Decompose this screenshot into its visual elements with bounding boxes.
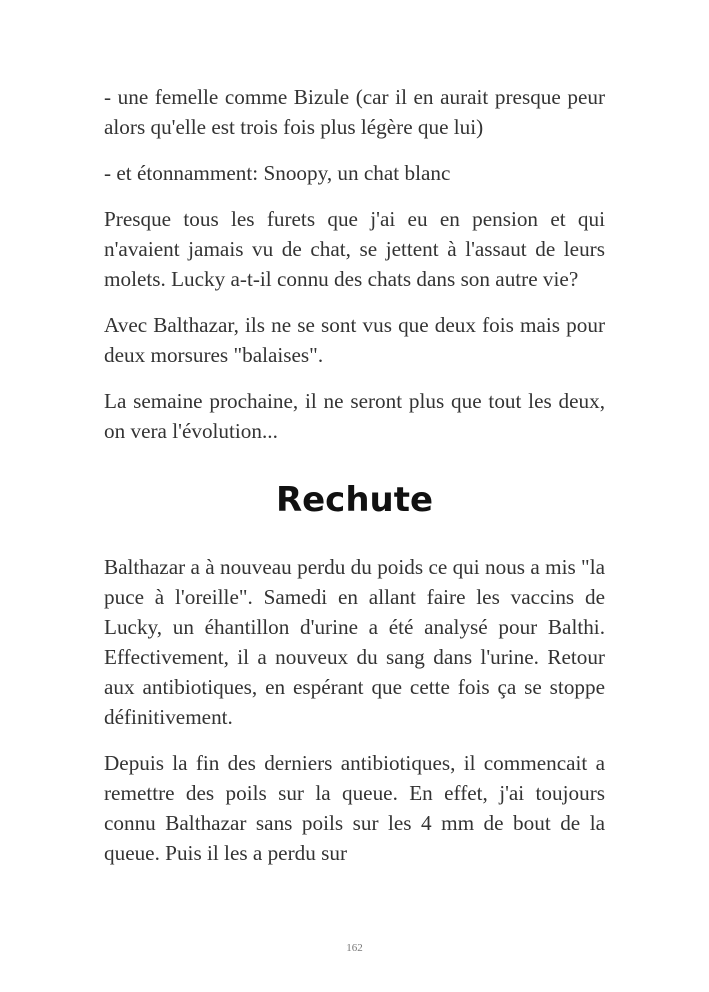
paragraph: - et étonnamment: Snoopy, un chat blanc [104, 161, 451, 185]
page-content [104, 82, 605, 884]
paragraph: Avec Balthazar, ils ne se sont vus que deux fois mais pour deux morsures "balaises". [104, 313, 605, 367]
paragraph: Balthazar a à nouveau perdu du poids ce qui nous a mis "la puce à l'oreille". Samedi en allant faire les vaccins de Lucky, un éhantillon d'urine a été analysé pour Balthi. Effectivement, il a nouveux du sang dans l'urine. Retour aux antibiotiques, en espérant que cette fois ça se stoppe définitivement. [104, 555, 605, 729]
section-heading: Rechute [275, 480, 434, 520]
paragraph: Depuis la fin des derniers antibiotiques, il commencait a remettre des poils sur la queue. En effet, j'ai toujours connu Balthazar sans poils sur les 4 mm de bout de la queue. Puis il les a perdu sur [104, 751, 605, 865]
paragraph: La semaine prochaine, il ne seront plus que tout les deux, on vera l'évolution... [104, 389, 605, 443]
paragraph: Presque tous les furets que j'ai eu en pension et qui n'avaient jamais vu de chat, se jettent à l'assaut de leurs molets. Lucky a-t-il connu des chats dans son autre vie? [104, 207, 605, 291]
page-number: 162 [346, 942, 363, 954]
paragraph: - une femelle comme Bizule (car il en aurait presque peur alors qu'elle est trois fois plus légère que lui) [104, 85, 605, 139]
